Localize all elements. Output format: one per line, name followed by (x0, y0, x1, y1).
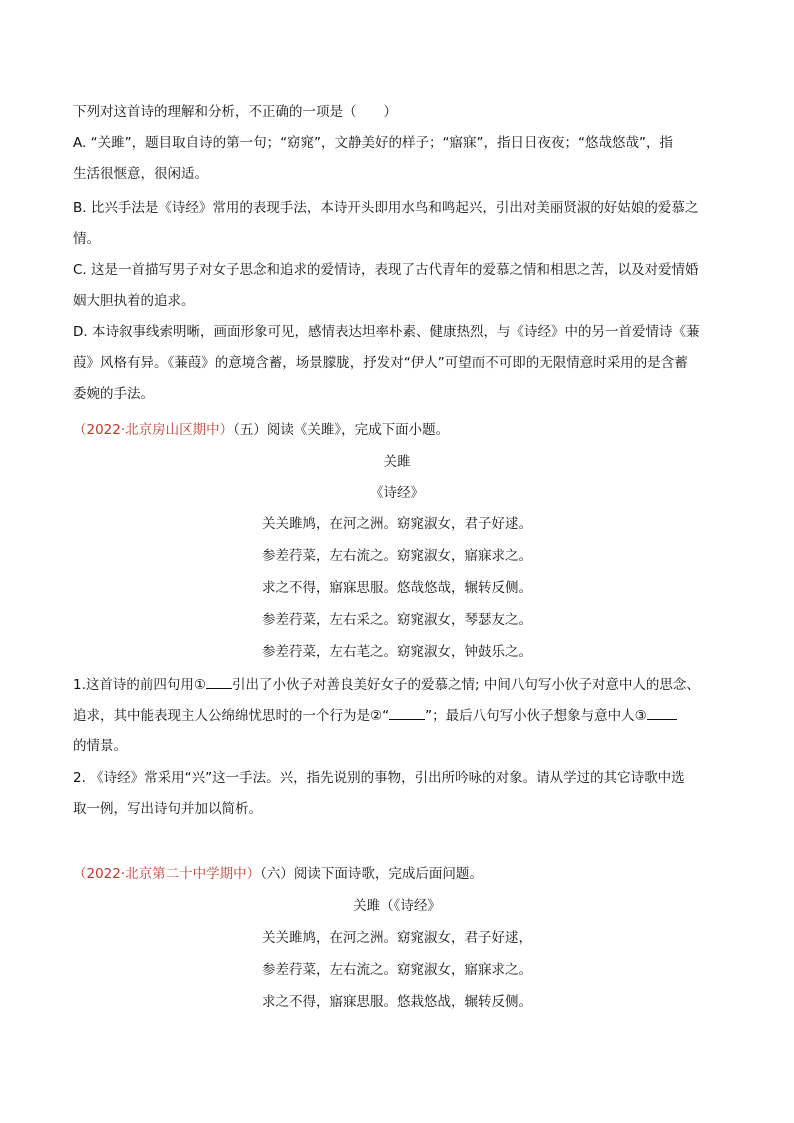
section5-poem-line-2: 参差荇菜，左右流之。窈窕淑女，寤寐求之。 (262, 548, 532, 564)
answer-blank-2[interactable] (389, 705, 425, 720)
section5-poem-line-4: 参差荇菜，左右采之。窈窕淑女，琴瑟友之。 (262, 612, 532, 628)
question-1-text-c: 追求，其中能表现主人公绵绵忧思时的一个行为是②“ (73, 708, 390, 724)
answer-blank-1[interactable] (206, 674, 232, 689)
question-2-line-1: 2. 《诗经》常采用“兴”这一手法。兴，指先说别的事物，引出所吟咏的对象。请从学过的其它诗歌中选 (73, 770, 685, 786)
question-1-text-a: 1.这首诗的前四句用① (73, 677, 206, 693)
section5-poem-line-5: 参差荇菜，左右芼之。窈窕淑女，钟鼓乐之。 (262, 644, 532, 660)
question-intro: 下列对这首诗的理解和分析，不正确的一项是（ ） (73, 104, 397, 120)
section6-heading: （六）阅读下面诗歌，完成后面问题。 (260, 866, 483, 882)
section6-poem-line-2: 参差荇菜，左右流之。窈窕淑女，寤寐求之。 (262, 962, 532, 978)
section6-poem-line-3: 求之不得，寤寐思服。悠栽悠战，辗转反侧。 (262, 994, 532, 1010)
question-2-line-2: 取一例，写出诗句并加以简析。 (73, 801, 262, 817)
question-1-line-1 (73, 674, 723, 695)
question-1-line-2 (73, 705, 723, 726)
option-b-line-2: 情。 (73, 231, 100, 247)
section6-poem-line-1: 关关雎鸠，在河之洲。窈窕淑女，君子好逑， (262, 930, 532, 946)
section6-source: （2022·北京第二十中学期中） (73, 866, 261, 882)
section5-poem-title: 关雎 (383, 454, 411, 470)
option-a-line-2: 生活很惬意，很闲适。 (73, 166, 208, 182)
section5-source: （2022·北京房山区期中） (73, 422, 234, 438)
answer-blank-3[interactable] (647, 705, 677, 720)
question-1-line-3: 的情景。 (73, 738, 127, 754)
section5-poem-line-3: 求之不得，寤寐思服。悠哉悠哉，辗转反侧。 (262, 580, 532, 596)
section5-heading: （五）阅读《关雎》，完成下面小题。 (233, 422, 450, 438)
section6-poem-title: 关雎（《诗经》 (353, 898, 441, 914)
option-b-line-1: B. 比兴手法是《诗经》常用的表现手法，本诗开头即用水鸟和鸣起兴，引出对美丽贤淑的好姑娘的爱慕之 (73, 200, 699, 216)
section5-header (73, 420, 723, 440)
option-a-line-1: A. “关雎”，题目取自诗的第一句；“窈窕”，文静美好的样子；“寤寐”，指日日夜夜；“悠哉悠哉”，指 (73, 135, 674, 151)
option-d-line-3: 委婉的手法。 (73, 386, 154, 402)
question-1-text-b: 引出了小伙子对善良美好女子的爱慕之情; 中间八句写小伙子对意中人的思念、 (231, 677, 700, 693)
option-d-line-1: D. 本诗叙事线索明晰，画面形象可见，感情表达坦率朴素、健康热烈，与《诗经》中的另一首爱情诗《蒹 (73, 324, 700, 340)
option-c-line-2: 姻大胆执着的追求。 (73, 293, 195, 309)
section5-poem-author: 《诗经》 (370, 485, 424, 501)
section6-header (73, 864, 723, 884)
question-1-text-d: ”；最后八句写小伙子想象与意中人③ (425, 708, 647, 724)
option-d-line-2: 葭》风格有异。《蒹葭》的意境含蓄，场景朦胧，抒发对“伊人”可望而不可即的无限情意时采用的是含蓄 (73, 355, 688, 371)
option-c-line-1: C. 这是一首描写男子对女子思念和追求的爱情诗，表现了古代青年的爱慕之情和相思之苦，以及对爱情婚 (73, 262, 699, 278)
section5-poem-line-1: 关关雎鸠，在河之洲。窈窕淑女，君子好逑。 (262, 516, 532, 532)
